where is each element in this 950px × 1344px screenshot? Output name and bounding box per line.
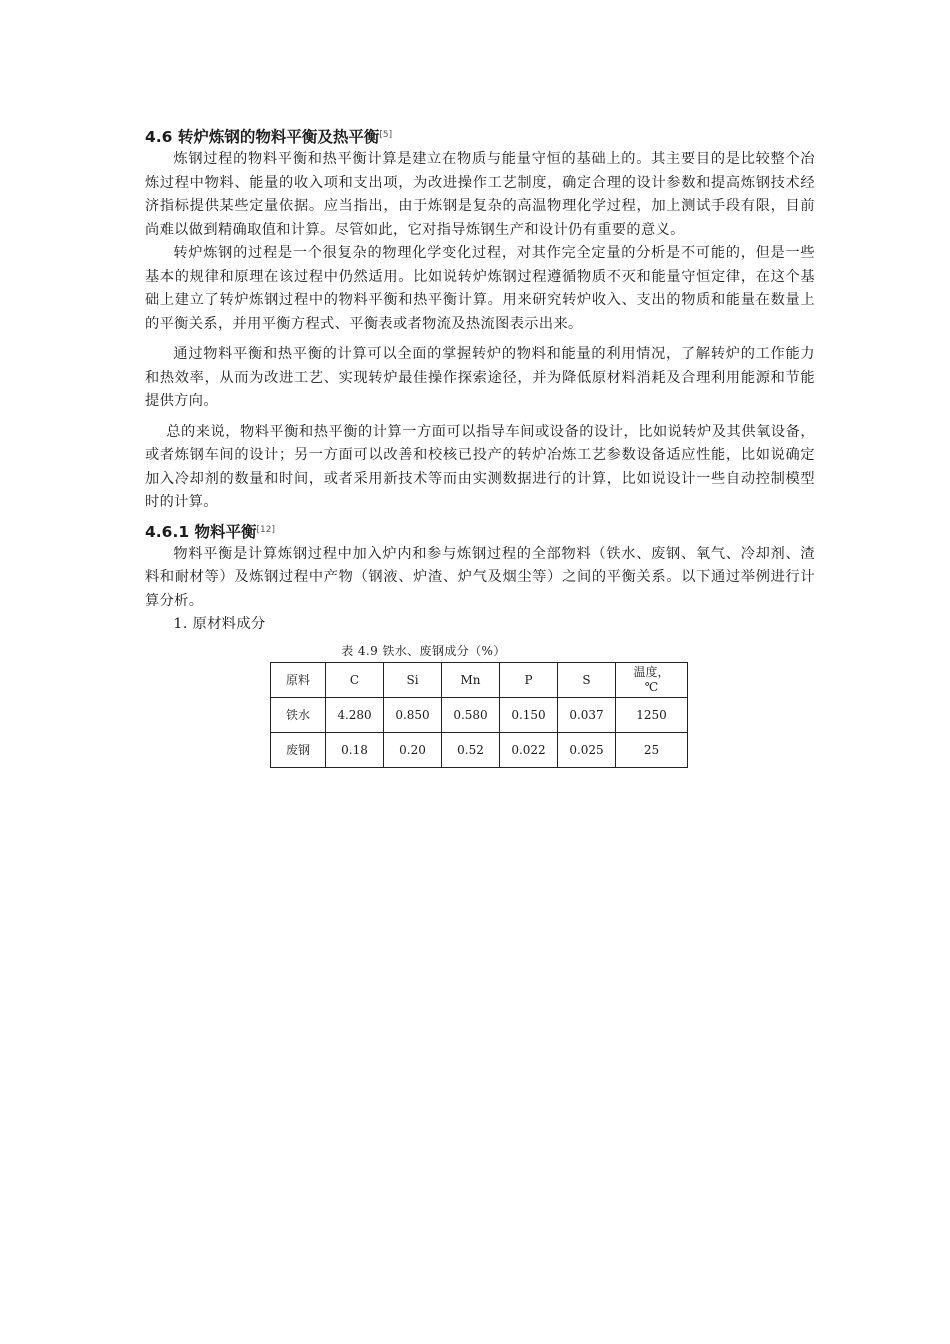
table-cell: 0.025 [558,732,616,767]
document-page [145,126,815,768]
paragraph: 炼钢过程的物料平衡和热平衡计算是建立在物质与能量守恒的基础上的。其主要目的是比较整个冶炼过程中物料、能量的收入项和支出项，为改进操作工艺制度，确定合理的设计参数和提高炼钢技术经济指标提供某些定量依据。应当指出，由于炼钢是复杂的高温物理化学过程，加上测试手段有限，目前尚难以做到精确取值和计算。尽管如此，它对指导炼钢生产和设计仍有重要的意义。 [145,151,815,238]
table-cell: 0.20 [384,732,442,767]
paragraph: 物料平衡是计算炼钢过程中加入炉内和参与炼钢过程的全部物料（铁水、废钢、氧气、冷却剂、渣料和耐材等）及炼钢过程中产物（钢液、炉渣、炉气及烟尘等）之间的平衡关系。以下通过举例进行计算分析。 [145,545,815,609]
table-cell: 0.580 [442,697,500,732]
table-header-cell: S [558,662,616,697]
table-header-cell: P [500,662,558,697]
list-item: 1. 原材料成分 [173,616,266,632]
table-cell: 0.037 [558,697,616,732]
table-cell: 0.52 [442,732,500,767]
section-heading-ref: [5] [379,130,393,140]
table-cell: 0.150 [500,697,558,732]
table-cell: 0.022 [500,732,558,767]
temperature-header-unit: ℃ [644,679,659,694]
table-row [271,697,688,732]
paragraph: 总的来说，物料平衡和热平衡的计算一方面可以指导车间或设备的设计，比如说转炉及其供氧设备，或者炼钢车间的设计；另一方面可以改善和校核已投产的转炉冶炼工艺参数设备适应性能，比如说确定加入冷却剂的数量和时间，或者采用新技术等而由实测数据进行的计算，比如说设计一些自动控制模型时的计算。 [145,423,815,510]
paragraph: 转炉炼钢的过程是一个很复杂的物理化学变化过程，对其作完全定量的分析是不可能的，但是一些基本的规律和原理在该过程中仍然适用。比如说转炉炼钢过程遵循物质不灭和能量守恒定律，在这个基础上建立了转炉炼钢过程中的物料平衡和热平衡计算。用来研究转炉收入、支出的物质和能量在数量上的平衡关系，并用平衡方程式、平衡表或者物流及热流图表示出来。 [145,245,815,332]
section-heading-title: 4.6 转炉炼钢的物料平衡及热平衡 [145,128,380,146]
table-cell: 0.18 [326,732,384,767]
table-cell: 4.280 [326,697,384,732]
table-header-cell [616,662,688,697]
table-cell: 废钢 [271,732,326,767]
table-header-cell: C [326,662,384,697]
composition-table [270,662,688,768]
table-cell: 25 [616,732,688,767]
paragraph: 通过物料平衡和热平衡的计算可以全面的掌握转炉的物料和能量的利用情况，了解转炉的工作能力和热效率，从而为改进工艺、实现转炉最佳操作探索途径，并为降低原材料消耗及合理利用能源和节能提供方向。 [145,346,815,409]
table-header-cell: Si [384,662,442,697]
table-header-cell: 原料 [271,662,326,697]
table-row [271,732,688,767]
temperature-header-label: 温度， [633,664,670,679]
table-header-cell: Mn [442,662,500,697]
table-header-row [271,662,688,697]
table-cell: 0.850 [384,697,442,732]
subsection-heading-ref: [12] [256,524,276,535]
section-heading [145,126,815,148]
subsection-heading-title: 4.6.1 物料平衡 [145,522,257,541]
table-caption: 表 4.9 铁水、废钢成分（%） [341,643,506,658]
subsection-heading [145,521,815,543]
table-cell: 铁水 [271,697,326,732]
table-cell: 1250 [616,697,688,732]
